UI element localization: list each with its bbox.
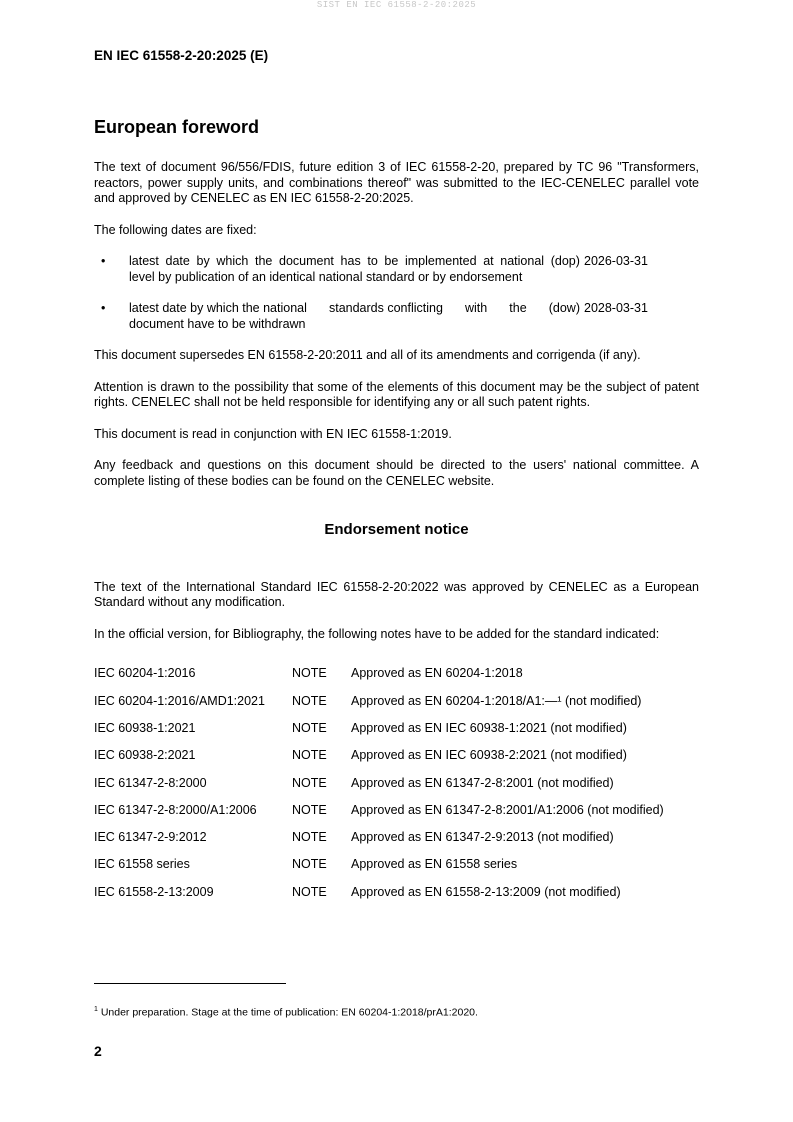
description-word: standards conflicting	[328, 301, 443, 316]
approval-text: Approved as EN 61347-2-8:2001/A1:2006 (not modified)	[351, 802, 664, 817]
footnote-separator	[94, 983, 286, 984]
approval-text: Approved as EN 61558-2-13:2009 (not modified)	[351, 884, 621, 899]
description-word: the	[254, 254, 273, 269]
bibliography-note-row	[94, 721, 699, 748]
footnote	[94, 1006, 478, 1019]
standard-reference: IEC 61558 series	[94, 857, 190, 872]
foreword-title: European foreword	[94, 117, 260, 137]
dates-list	[94, 254, 699, 332]
standard-reference: IEC 60938-2:2021	[94, 748, 196, 763]
bibliography-intro: In the official version, for Bibliography, the following notes have to be added for the standard indicated:	[94, 626, 660, 641]
page-content	[94, 116, 699, 912]
description-word: (dow)	[548, 301, 580, 316]
endorsement-title: Endorsement notice	[324, 521, 469, 539]
approval-text: Approved as EN 60204-1:2018/A1:—¹ (not modified)	[351, 693, 642, 708]
patent-paragraph: Attention is drawn to the possibility that some of the elements of this document may be the subject of patent rights. CENELEC shall not be held responsible for identifying any or all such patent rights.	[94, 379, 699, 410]
bibliography-notes-list	[94, 666, 699, 912]
approval-text: Approved as EN IEC 60938-2:2021 (not modified)	[351, 748, 627, 763]
bibliography-note-row	[94, 830, 699, 857]
description-word: which	[216, 254, 249, 269]
approval-text: Approved as EN 61558 series	[351, 857, 518, 872]
note-label: NOTE	[292, 802, 327, 817]
note-label: NOTE	[292, 721, 327, 735]
note-label: NOTE	[292, 748, 327, 763]
approval-text: Approved as EN IEC 60938-1:2021 (not modified)	[351, 721, 627, 735]
footnote-text: Under preparation. Stage at the time of publication: EN 60204-1:2018/prA1:2020.	[100, 1006, 478, 1019]
bibliography-note-row	[94, 666, 699, 693]
description-word: at	[483, 254, 494, 269]
supersedes-paragraph: This document supersedes EN 61558-2-20:2011 and all of its amendments and corrigenda (if any).	[94, 348, 641, 363]
foreword-intro: The text of document 96/556/FDIS, future edition 3 of IEC 61558-2-20, prepared by TC 96 "Transformers, reactors, power supply units, and combinations thereof" was submitted to the IEC-CENELEC parallel vote and approved by CENELEC as EN IEC 61558-2-20:2025.	[94, 160, 699, 206]
note-label: NOTE	[292, 857, 327, 872]
note-label: NOTE	[292, 884, 327, 899]
bibliography-note-row	[94, 776, 699, 803]
standard-reference: IEC 61347-2-8:2000	[94, 775, 207, 790]
description-word: be	[384, 254, 399, 269]
description-word: with	[464, 301, 488, 316]
date-item	[94, 301, 699, 332]
bibliography-note-row	[94, 885, 699, 912]
bullet: •	[101, 301, 106, 316]
conjunction-paragraph: This document is read in conjunction with EN IEC 61558-1:2019.	[94, 426, 452, 441]
note-label: NOTE	[292, 775, 327, 790]
endorsement-text: The text of the International Standard IEC 61558-2-20:2022 was approved by CENELEC as a European Standard without any modification.	[94, 579, 699, 610]
description-word: has	[340, 254, 361, 269]
description-line: level by publication of an identical national standard or by endorsement	[129, 269, 523, 284]
page-number: 2	[94, 1043, 102, 1059]
description-word: implemented	[404, 254, 477, 269]
description-word: document	[279, 254, 334, 269]
footnote-marker: 1	[94, 1006, 98, 1013]
date-item	[94, 254, 699, 285]
bullet: •	[101, 254, 106, 269]
description-word: latest date by which the national	[129, 301, 307, 316]
description-word: date	[165, 254, 190, 269]
description-word: by	[196, 254, 210, 269]
watermark: SIST EN IEC 61558-2-20:2025	[316, 0, 477, 10]
standard-reference: IEC 60204-1:2016/AMD1:2021	[94, 693, 265, 708]
description-word: national	[500, 254, 545, 269]
standard-reference: IEC 60204-1:2016	[94, 666, 196, 681]
bibliography-note-row	[94, 694, 699, 721]
standard-reference: IEC 61558-2-13:2009	[94, 884, 214, 899]
note-label: NOTE	[292, 830, 327, 845]
dates-intro: The following dates are fixed:	[94, 222, 257, 237]
approval-text: Approved as EN 61347-2-8:2001 (not modified)	[351, 775, 614, 790]
bibliography-note-row	[94, 803, 699, 830]
description-word: the	[509, 301, 527, 316]
description-word: to	[367, 254, 378, 269]
document-id: EN IEC 61558-2-20:2025 (E)	[94, 48, 269, 63]
date-description	[129, 301, 580, 332]
description-word: latest	[129, 254, 159, 269]
note-label: NOTE	[292, 693, 327, 708]
approval-text: Approved as EN 61347-2-9:2013 (not modified)	[351, 830, 614, 845]
description-word: (dop)	[550, 254, 580, 269]
bibliography-note-row	[94, 748, 699, 775]
standard-reference: IEC 61347-2-8:2000/A1:2006	[94, 802, 257, 817]
standard-reference: IEC 60938-1:2021	[94, 721, 196, 735]
standard-reference: IEC 61347-2-9:2012	[94, 830, 207, 845]
note-label: NOTE	[292, 666, 327, 681]
date-value: 2026-03-31	[584, 254, 648, 269]
bibliography-note-row	[94, 857, 699, 884]
date-description	[129, 254, 580, 285]
approval-text: Approved as EN 60204-1:2018	[351, 666, 523, 681]
description-line: document have to be withdrawn	[129, 316, 306, 331]
date-value: 2028-03-31	[584, 301, 648, 316]
feedback-paragraph: Any feedback and questions on this document should be directed to the users' national committee. A complete listing of these bodies can be found on the CENELEC website.	[94, 458, 699, 488]
